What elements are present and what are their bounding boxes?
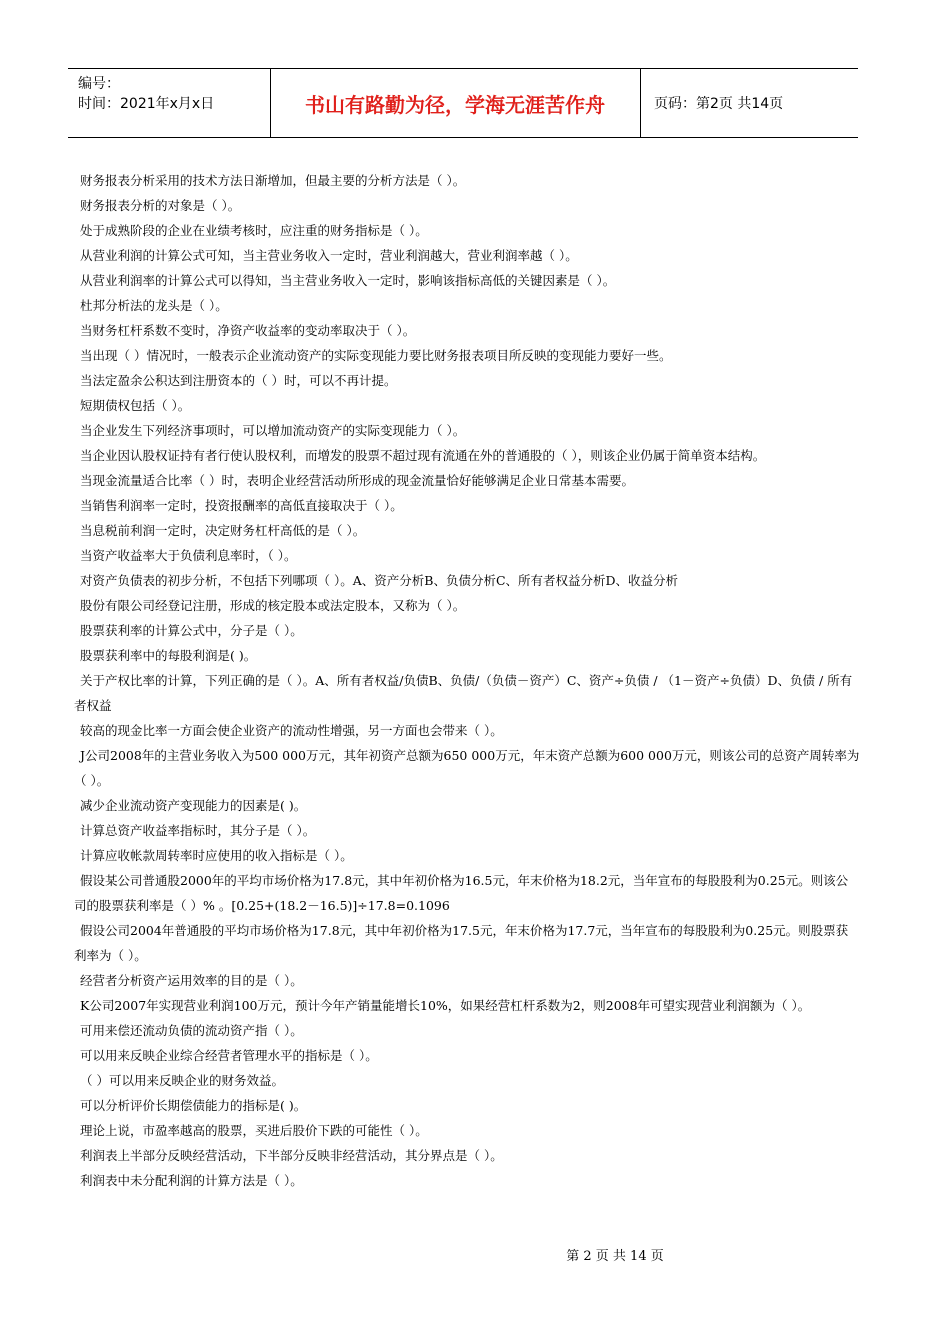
question-item: 当现金流量适合比率（ ）时，表明企业经营活动所形成的现金流量恰好能够满足企业日常基本需要。 (80, 473, 634, 488)
question-item: 关于产权比率的计算，下列正确的是（ ）。A、所有者权益/负债B、负债/（负债－资产）C、资产÷负债 / （1－资产÷负债）D、负债 / 所有者权益 (74, 673, 853, 713)
question-item: 经营者分析资产运用效率的目的是（ ）。 (80, 973, 303, 988)
question-item: 处于成熟阶段的企业在业绩考核时，应注重的财务指标是（ ）。 (80, 223, 428, 238)
question-item: 对资产负债表的初步分析，不包括下列哪项（ ）。A、资产分析B、负债分析C、所有者权益分析D、收益分析 (80, 573, 679, 588)
header-motto: 书山有路勤为径，学海无涯苦作舟 (270, 69, 641, 137)
question-item: 从营业利润的计算公式可知，当主营业务收入一定时，营业利润越大，营业利润率越（ ）。 (80, 248, 578, 263)
question-item: 短期债权包括（ ）。 (80, 398, 191, 413)
question-item: 当法定盈余公积达到注册资本的（ ）时，可以不再计提。 (80, 373, 397, 388)
header-meta-cell (68, 69, 271, 137)
question-item: 计算总资产收益率指标时，其分子是（ ）。 (80, 823, 316, 838)
question-list (74, 168, 860, 1193)
question-item: 当财务杠杆系数不变时，净资产收益率的变动率取决于（ ）。 (80, 323, 416, 338)
question-item: 减少企业流动资产变现能力的因素是( )。 (80, 798, 307, 813)
question-item: 当息税前利润一定时，决定财务杠杆高低的是（ ）。 (80, 523, 366, 538)
footer-page-number: 第 2 页 共 14 页 (566, 1249, 664, 1264)
question-item: 当资产收益率大于负债利息率时，（ ）。 (80, 548, 297, 563)
question-item: 股票获利率中的每股利润是( )。 (80, 648, 257, 663)
question-item: 可以分析评价长期偿债能力的指标是( )。 (80, 1098, 307, 1113)
question-item: 财务报表分析的对象是（ ）。 (80, 198, 241, 213)
time-label: 时间：2021年x月x日 (78, 96, 215, 112)
question-item: 假设公司2004年普通股的平均市场价格为17.8元，其中年初价格为17.5元，年末价格为17.7元，当年宣布的每股股利为0.25元。则股票获利率为（ ）。 (74, 923, 849, 963)
question-item: 利润表中未分配利润的计算方法是（ ）。 (80, 1173, 303, 1188)
question-item: 当企业发生下列经济事项时，可以增加流动资产的实际变现能力（ ）。 (80, 423, 466, 438)
question-item: 杜邦分析法的龙头是（ ）。 (80, 298, 228, 313)
question-item: 从营业利润率的计算公式可以得知，当主营业务收入一定时，影响该指标高低的关键因素是（ ）。 (80, 273, 616, 288)
page-header (68, 68, 858, 138)
page-footer (0, 1245, 950, 1264)
question-item: 较高的现金比率一方面会使企业资产的流动性增强，另一方面也会带来（ ）。 (80, 723, 503, 738)
question-item: J公司2008年的主营业务收入为500 000万元，其年初资产总额为650 000万元，年末资产总额为600 000万元，则该公司的总资产周转率为（ ）。 (74, 748, 860, 788)
question-item: K公司2007年实现营业利润100万元，预计今年产销量能增长10%，如果经营杠杆系数为2，则2008年可望实现营业利润额为（ ）。 (80, 998, 811, 1013)
question-item: 股票获利率的计算公式中，分子是（ ）。 (80, 623, 303, 638)
question-item: （ ）可以用来反映企业的财务效益。 (80, 1073, 284, 1088)
question-item: 当销售利润率一定时，投资报酬率的高低直接取决于（ ）。 (80, 498, 403, 513)
question-item: 利润表上半部分反映经营活动，下半部分反映非经营活动，其分界点是（ ）。 (80, 1148, 503, 1163)
question-item: 当出现（ ）情况时，一般表示企业流动资产的实际变现能力要比财务报表项目所反映的变现能力要好一些。 (80, 348, 672, 363)
question-item: 可以用来反映企业综合经营者管理水平的指标是（ ）。 (80, 1048, 378, 1063)
question-item: 财务报表分析采用的技术方法日渐增加，但最主要的分析方法是（ ）。 (80, 173, 466, 188)
question-item: 可用来偿还流动负债的流动资产指（ ）。 (80, 1023, 303, 1038)
header-page-info: 页码：第2页 共14页 (654, 96, 784, 112)
question-item: 股份有限公司经登记注册，形成的核定股本或法定股本，又称为（ ）。 (80, 598, 466, 613)
question-item: 理论上说，市盈率越高的股票，买进后股价下跌的可能性（ ）。 (80, 1123, 428, 1138)
question-item: 假设某公司普通股2000年的平均市场价格为17.8元，其中年初价格为16.5元，年末价格为18.2元，当年宣布的每股股利为0.25元。则该公司的股票获利率是（ ）% 。[0.25+(18.2－16.5)]÷17.8=0.1096 (74, 873, 849, 913)
question-item: 计算应收帐款周转率时应使用的收入指标是（ ）。 (80, 848, 353, 863)
number-label: 编号： (78, 76, 120, 92)
question-item: 当企业因认股权证持有者行使认股权利，而增发的股票不超过现有流通在外的普通股的（ ），则该企业仍属于简单资本结构。 (80, 448, 766, 463)
